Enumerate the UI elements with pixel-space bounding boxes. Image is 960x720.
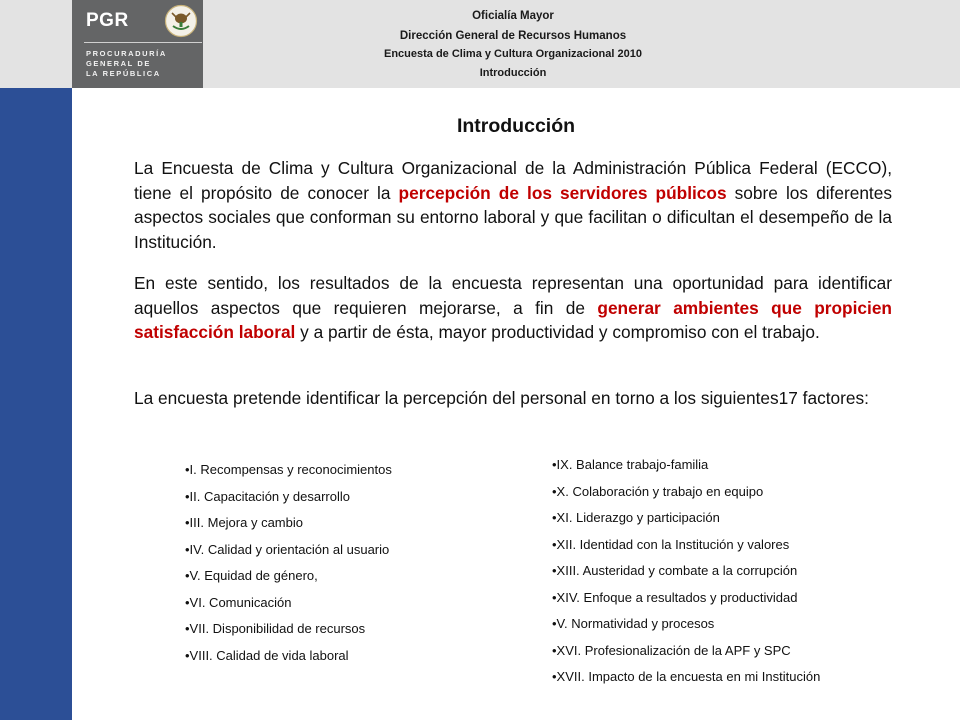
list-item: •V. Equidad de género, [185, 568, 318, 583]
header-line-4: Introducción [479, 67, 547, 79]
list-item: •VIII. Calidad de vida laboral [185, 647, 349, 663]
list-item: •X. Colaboración y trabajo en equipo [552, 483, 764, 499]
list-item: •I. Recompensas y reconocimientos [185, 462, 392, 477]
side-bar [0, 88, 72, 720]
list-item: •XIII. Austeridad y combate a la corrupción [552, 563, 798, 578]
list-item: •XVI. Profesionalización de la APF y SPC [552, 642, 791, 658]
list-item: •XII. Identidad con la Institución y valores [552, 536, 790, 552]
page-title: Introducción [456, 115, 576, 137]
header-line-3: Encuesta de Clima y Cultura Organizacional 2010 [384, 48, 642, 60]
header-text [203, 0, 823, 88]
list-item: •III. Mejora y cambio [185, 515, 303, 530]
list-item: •XIV. Enfoque a resultados y productividad [552, 589, 798, 605]
logo-institution-name: PROCURADURÍA GENERAL DE LA REPÚBLICA [86, 49, 167, 78]
list-item: •VI. Comunicación [185, 594, 292, 610]
highlight-1: percepción de los servidores públicos [398, 182, 727, 203]
list-item: •IV. Calidad y orientación al usuario [185, 541, 390, 557]
logo-divider [84, 42, 202, 43]
paragraph-3: La encuesta pretende identificar la percepción del personal en torno a los siguientes17 factores: [134, 388, 869, 408]
national-emblem-icon [164, 4, 198, 38]
list-item: •II. Capacitación y desarrollo [185, 488, 350, 504]
highlight-2: generar ambientes que propicien satisfacción laboral [134, 297, 892, 342]
list-item: •IX. Balance trabajo-familia [552, 457, 709, 472]
header-line-2: Dirección General de Recursos Humanos [399, 30, 627, 42]
paragraph-2: En este sentido, los resultados de la encuesta representan una oportunidad para identificar aquellos aspectos que requieren mejorarse, a fin de generar ambientes que propicien satisfacción laboral y a partir de ésta, mayor productividad y compromiso con el trabajo. [134, 273, 892, 342]
list-item: •XI. Liderazgo y participación [552, 510, 720, 525]
list-item: •V. Normatividad y procesos [552, 616, 715, 631]
logo-text: PGR [86, 10, 129, 31]
pgr-logo [72, 0, 203, 88]
list-item: •VII. Disponibilidad de recursos [185, 621, 366, 636]
header-line-1: Oficialía Mayor [472, 10, 554, 22]
list-item: •XVII. Impacto de la encuesta en mi Institución [552, 669, 821, 684]
paragraph-1: La Encuesta de Clima y Cultura Organizacional de la Administración Pública Federal (ECCO), tiene el propósito de conocer la percepción de los servidores públicos sobre los diferentes aspectos sociales que conforman su entorno laboral y que facilitan o dificultan el desempeño de la Institución. [134, 158, 892, 252]
